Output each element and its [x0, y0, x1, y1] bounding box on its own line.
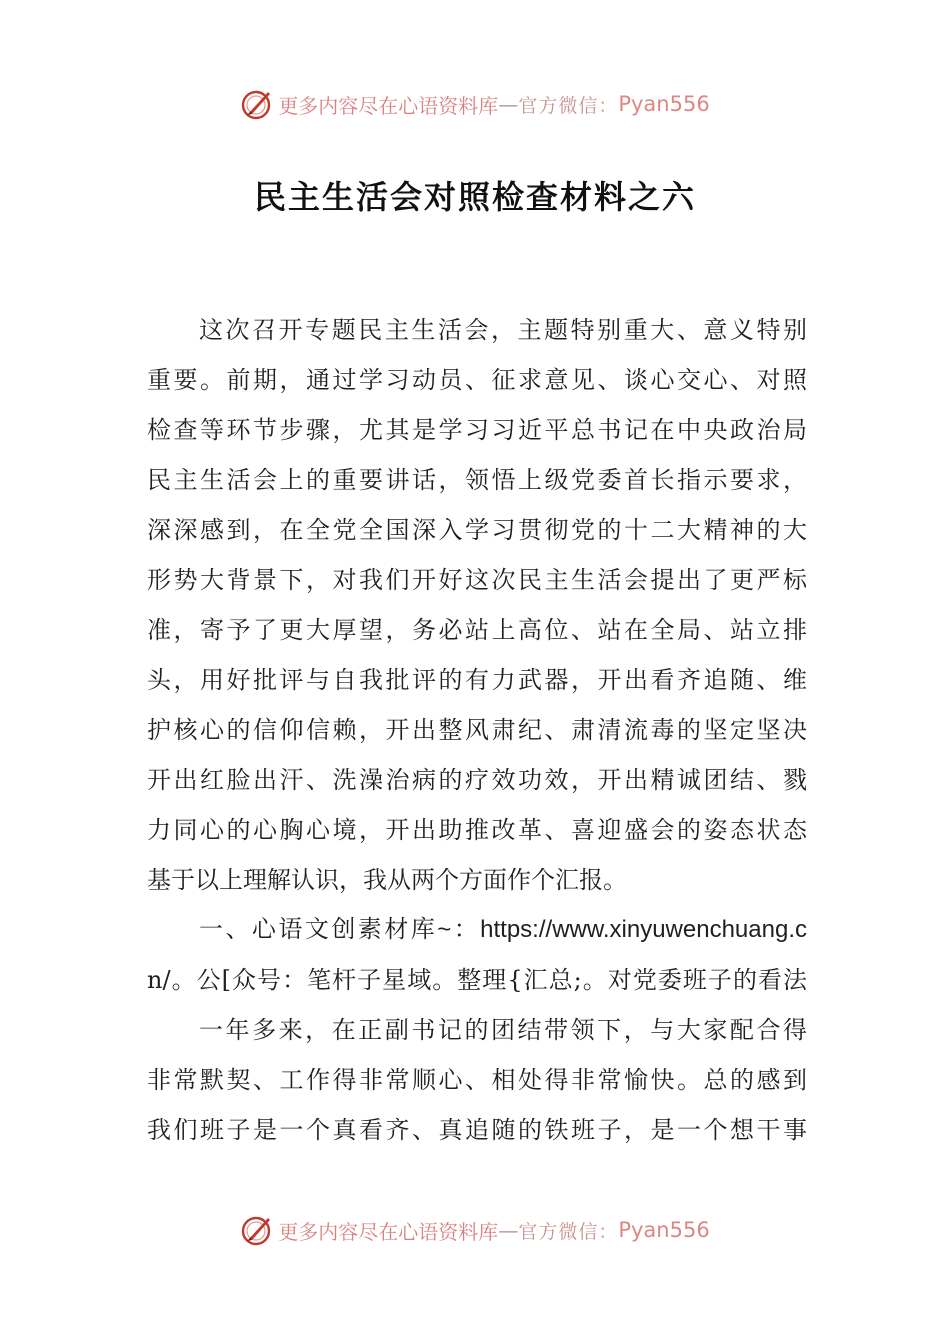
body-line: 基于以上理解认识，我从两个方面作个汇报。	[147, 866, 627, 894]
body-line: 非常默契、工作得非常顺心、相处得非常愉快。总的感到	[147, 1066, 807, 1094]
header-wechat-id: Pyan556	[618, 92, 710, 116]
footer-wechat-id: Pyan556	[618, 1218, 710, 1242]
document-body	[147, 305, 807, 1155]
document-title: 民主生活会对照检查材料之六	[253, 178, 696, 216]
body-line: 我们班子是一个真看齐、真追随的铁班子，是一个想干事	[147, 1116, 807, 1144]
body-line: 民主生活会上的重要讲话，领悟上级党委首长指示要求，	[147, 466, 807, 494]
body-line: 头，用好批评与自我批评的有力武器，开出看齐追随、维	[147, 666, 807, 694]
body-line: 检查等环节步骤，尤其是学习习近平总书记在中央政治局	[147, 416, 807, 444]
body-line: 准，寄予了更大厚望，务必站上高位、站在全局、站立排	[147, 616, 807, 644]
body-line: 力同心的心胸心境，开出助推改革、喜迎盛会的姿态状态	[147, 816, 807, 844]
footer-separator: —	[498, 1218, 519, 1242]
header-separator: —	[498, 92, 519, 116]
body-line: 护核心的信仰信赖，开出整风肃纪、肃清流毒的坚定坚决	[147, 716, 807, 744]
body-line-url: 一、心语文创素材库~：https://www.xinyuwenchuang.c	[199, 916, 807, 943]
footer-promo-text: 更多内容尽在心语资料库	[278, 1219, 499, 1244]
body-line: n/。公[众号：笔杆子星域。整理{汇总;。对党委班子的看法	[147, 966, 807, 994]
body-line: 形势大背景下，对我们开好这次民主生活会提出了更严标	[147, 566, 807, 594]
quill-logo-icon	[240, 1213, 274, 1247]
footer-banner	[0, 1210, 950, 1250]
body-line: 重要。前期，通过学习动员、征求意见、谈心交心、对照	[147, 366, 807, 394]
body-line: 深深感到，在全党全国深入学习贯彻党的十二大精神的大	[147, 516, 807, 544]
body-line: 这次召开专题民主生活会，主题特别重大、意义特别	[199, 316, 807, 344]
body-line: 一年多来，在正副书记的团结带领下，与大家配合得	[199, 1016, 807, 1044]
footer-wechat-label: 官方微信：	[518, 1220, 619, 1243]
header-banner	[0, 84, 950, 124]
quill-logo-icon	[240, 87, 274, 121]
header-promo-text: 更多内容尽在心语资料库	[278, 93, 499, 118]
body-line: 开出红脸出汗、洗澡治病的疗效功效，开出精诚团结、戮	[147, 766, 807, 794]
header-wechat-label: 官方微信：	[518, 94, 619, 117]
